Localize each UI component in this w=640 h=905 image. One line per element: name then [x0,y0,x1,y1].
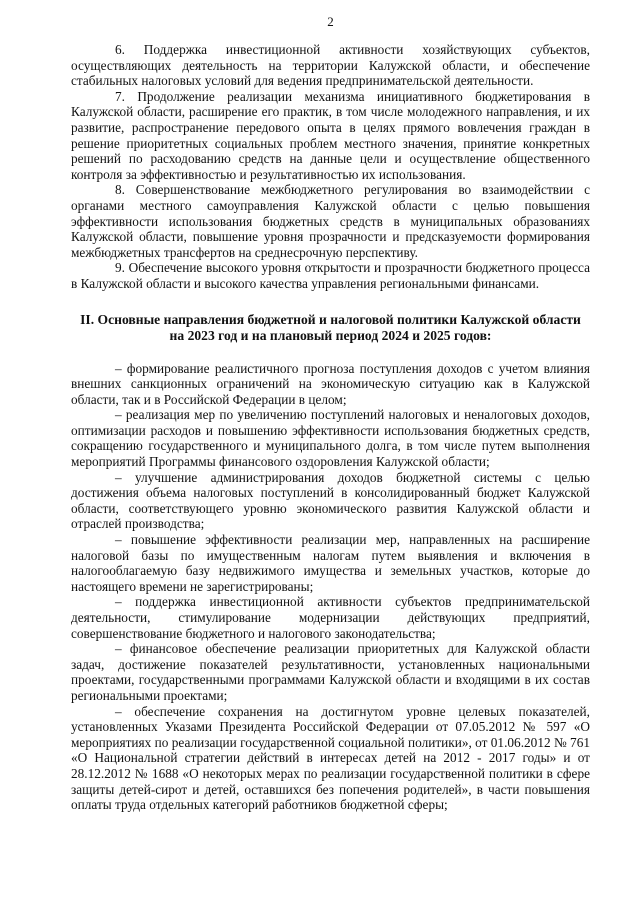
section-title [71,312,590,344]
list-item: – формирование реалистичного прогноза поступления доходов с учетом влияния внешних санкционных ограничений на экономическую ситуацию как в Калужской области, так и в Российской Федерации в целом; [71,360,590,407]
list-item: – поддержка инвестиционной активности субъектов предпринимательской деятельности, стимулирование модернизации действующих предприятий, совершенствование бюджетного и налогового законодательства; [71,594,590,641]
paragraph-item-9: 9. Обеспечение высокого уровня открытости и прозрачности бюджетного процесса в Калужской области и высокого качества управления региональными финансами. [71,260,590,291]
intro-paragraphs [71,42,590,292]
list-item: – повышение эффективности реализации мер, направленных на расширение налоговой базы по имущественным налогам путем выявления и включения в налогооблагаемую базу недвижимого имущества и земельных участков, которые до настоящего времени не зарегистрированы; [71,532,590,594]
list-item: – улучшение администрирования доходов бюджетной системы с целью достижения объема налоговых поступлений в консолидированный бюджет Калужской области, соответствующего уровню экономического развития Калужской области и отраслей производства; [71,469,590,532]
section-title-line2: на 2023 год и на плановый период 2024 и 2025 годов: [169,327,492,343]
paragraph-item-7: 7. Продолжение реализации механизма инициативного бюджетирования в Калужской области, расширение его практик, в том числе молодежного направления, и их развитие, распространение передового опыта в целях прямого вовлечения граждан в решение приоритетных социальных проблем местного значения, принятие конкретных решений по расходованию средств на данные цели и осуществление общественного контроля за эффективностью и результативностью их использования. [71,88,590,182]
list-item: – реализация мер по увеличению поступлений налоговых и неналоговых доходов, оптимизации расходов и повышению эффективности использования бюджетных средств, сокращению государственного и муниципального долга, в том числе путем выполнения мероприятий Программы финансового оздоровления Калужской области; [71,407,590,470]
policy-directions-list [71,361,590,813]
page-number: 2 [327,14,334,29]
section-title-line1: II. Основные направления бюджетной и налоговой политики Калужской области [80,311,581,327]
list-item: – обеспечение сохранения на достигнутом уровне целевых показателей, установленных Указами Президента Российской Федерации от 07.05.2012 № 597 «О мероприятиях по реализации государственной социальной политики», от 01.06.2012 № 761 «О Национальной стратегии действий в интересах детей на 2012 - 2017 годы» и от 28.12.2012 № 1688 «О некоторых мерах по реализации государственной политики в сфере защиты детей-сирот и детей, оставшихся без попечения родителей», в части повышения оплаты труда отдельных категорий работников бюджетной сферы; [71,703,590,813]
paragraph-item-8: 8. Совершенствование межбюджетного регулирования во взаимодействии с органами местного самоуправления Калужской области с целью повышения эффективности использования бюджетных средств в муниципальных образованиях Калужской области, повышение уровня прозрачности и предсказуемости формирования межбюджетных трансфертов на среднесрочную перспективу. [71,182,590,260]
list-item: – финансовое обеспечение реализации приоритетных для Калужской области задач, достижение показателей результативности, установленных национальными проектами, государственными программами Калужской области и входящими в их состав региональными проектами; [71,641,590,703]
paragraph-item-6: 6. Поддержка инвестиционной активности хозяйствующих субъектов, осуществляющих деятельность на территории Калужской области, и обеспечение стабильных налоговых условий для ведения предпринимательской деятельности. [71,42,590,89]
